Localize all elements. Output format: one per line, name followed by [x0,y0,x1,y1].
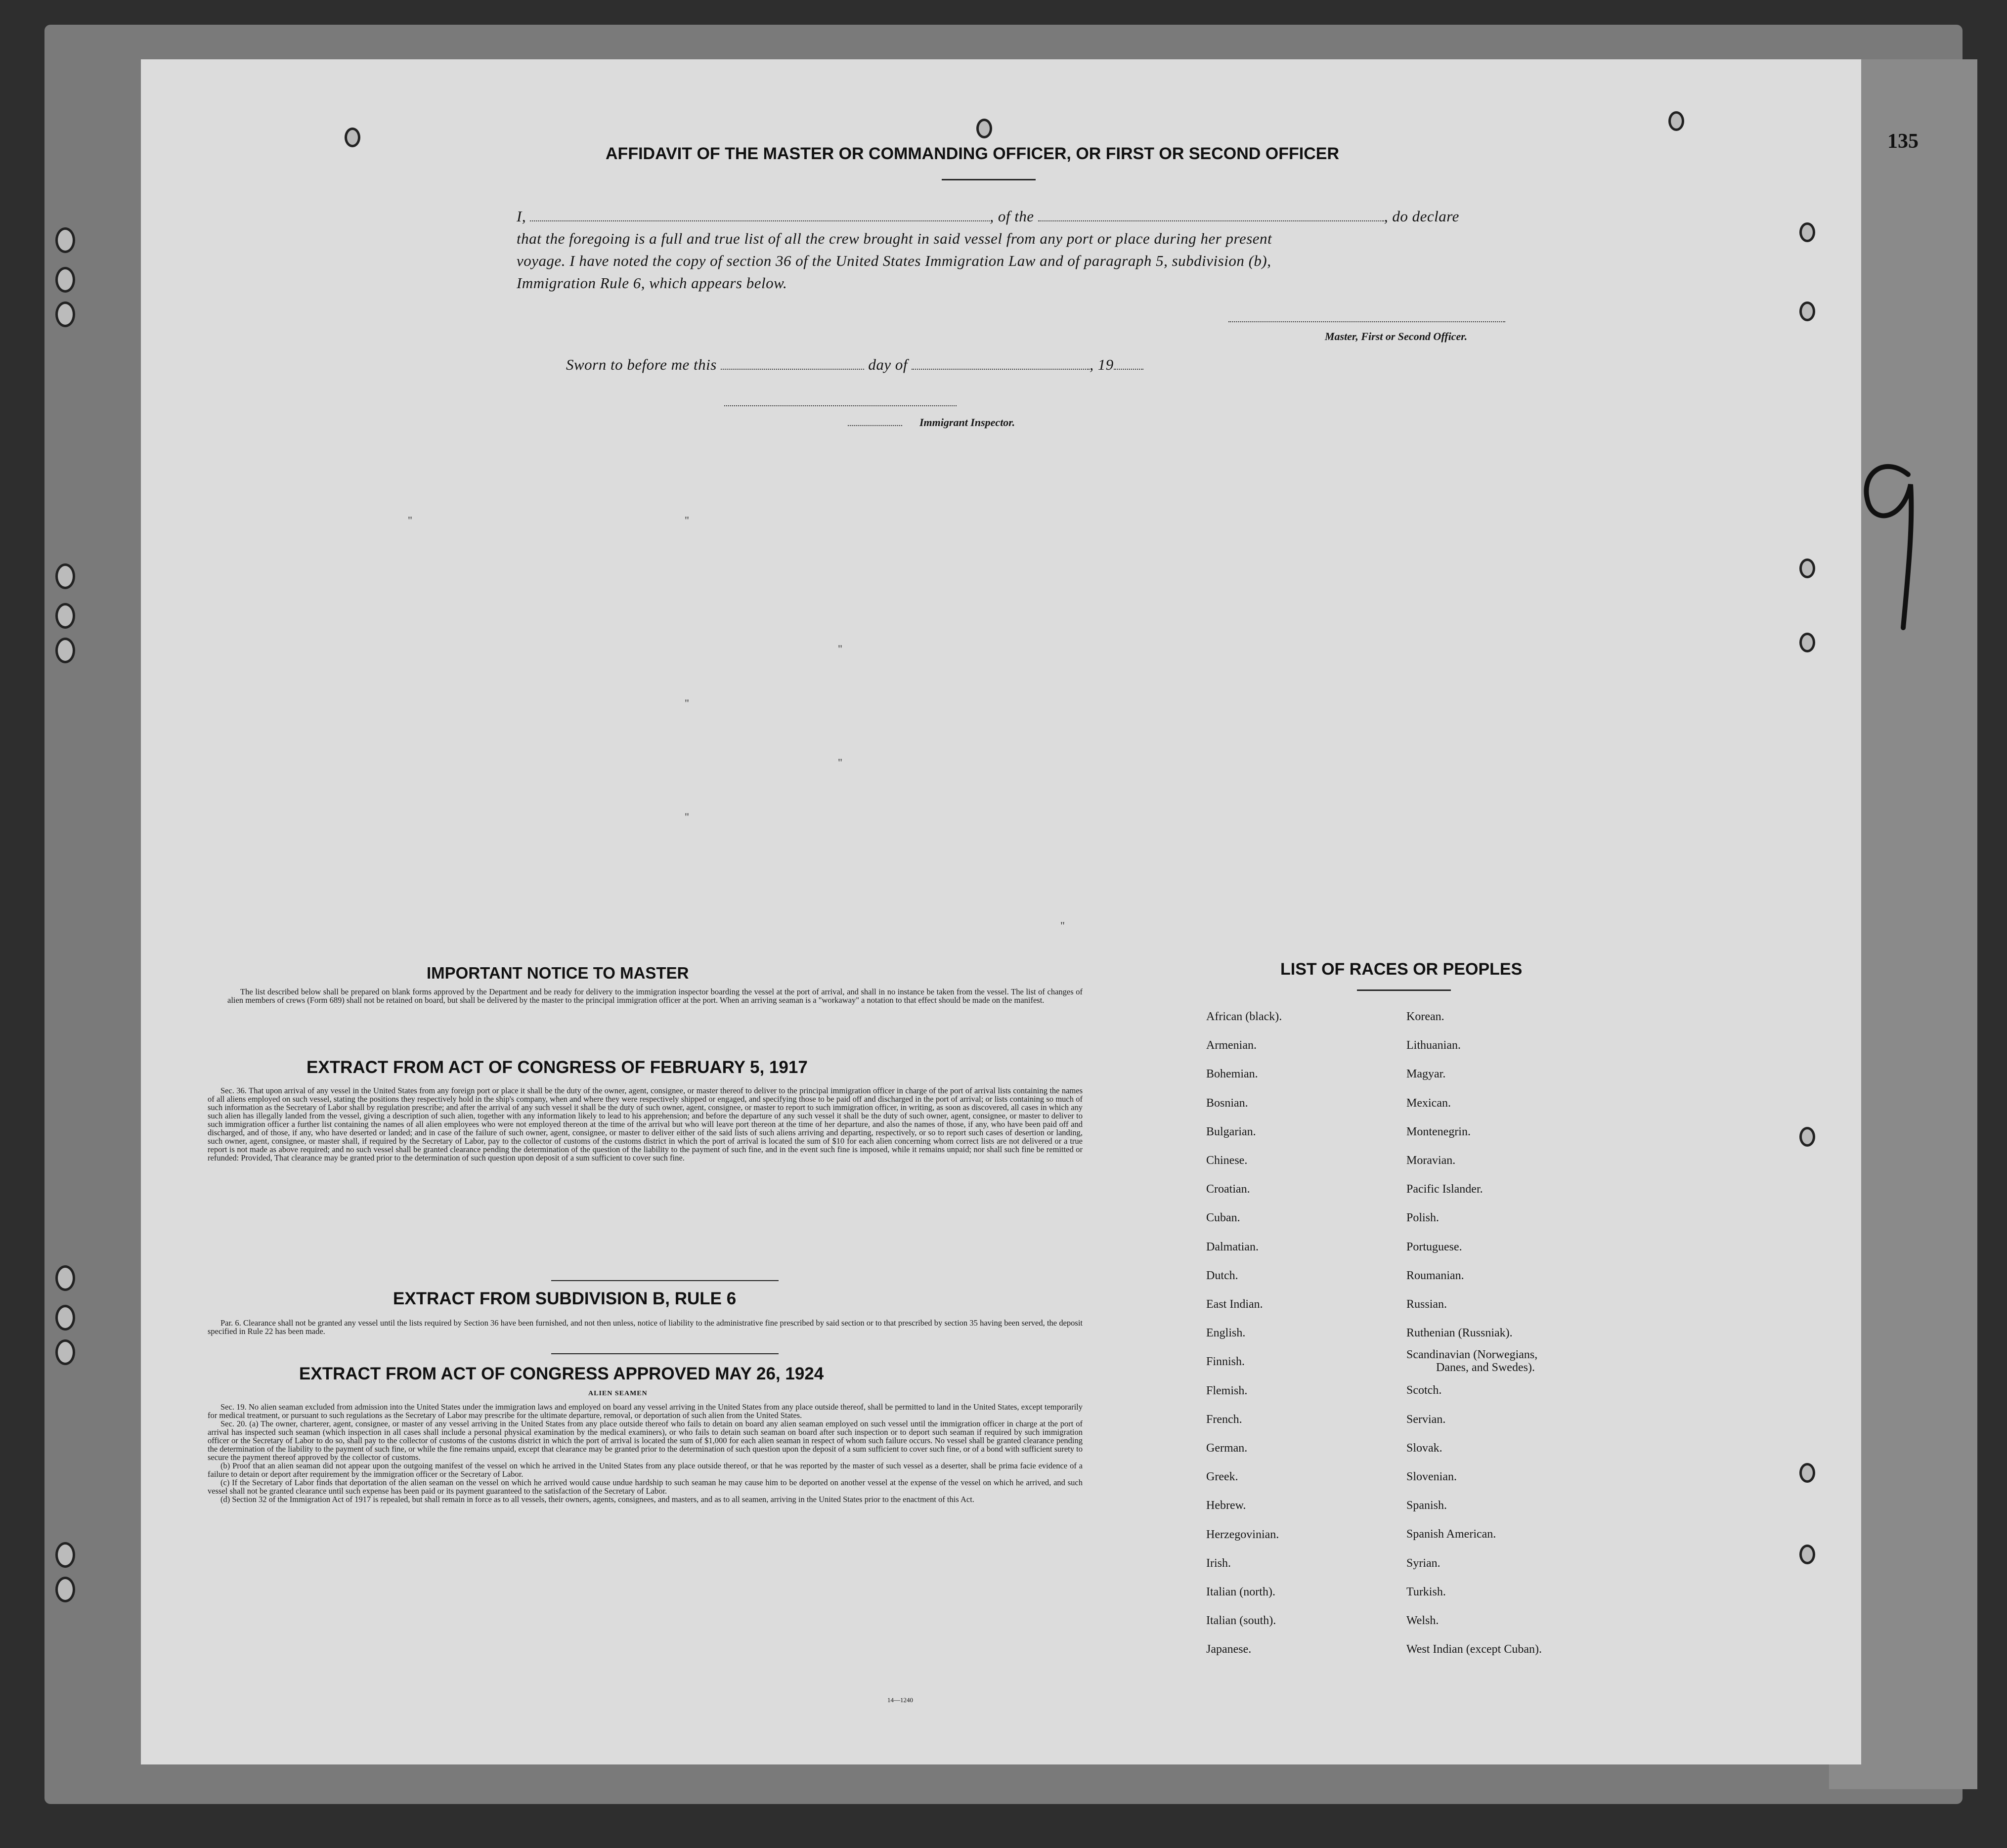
crew-manifest-page [141,59,1861,1764]
race-item-multiline [1406,1347,1542,1376]
title-rule [942,179,1036,180]
affidavit-line-3: voyage. I have noted the copy of section 36 of the United States Immigration Law and of paragraph 5, subdivision (b), [517,252,1271,269]
alien-seamen-subtitle: ALIEN SEAMEN [588,1390,648,1397]
section-rule [551,1353,779,1354]
race-item: West Indian (except Cuban). [1406,1643,1542,1656]
vessel-name-field[interactable] [1038,212,1384,221]
race-item: Ruthenian (Russniak). [1406,1327,1513,1340]
race-item: Moravian. [1406,1154,1456,1167]
race-item: Scotch. [1406,1384,1442,1397]
race-item: Cuban. [1206,1211,1240,1225]
form-code: 14—1240 [887,1696,913,1704]
sec-20a-paragraph: Sec. 20. (a) The owner, charterer, agent, consignee, or master of any vessel arriving in the United States from any place outside thereof who fails to detain on board any alien seaman employed on such vessel until the immigration officer in charge at the port of arrival has inspected such seaman (which inspection in all cases shall include a personal physical examination by the medical examiners), or who fails to detain such seaman on board after such inspection or to deport such seaman if required by such immigration officer or the Secretary of Labor to do so, shall pay to the collector of customs of the customs district in which the port of arrival is located the sum of $1,000 for each alien seaman in respect of whom such failure occurs. No vessel shall be granted clearance pending the determination of the liability to the payment of such fine, or while the fine remains unpaid, except that clearance may be granted prior to the determination of such question upon the deposit of a sum sufficient to cover such fine, or of a bond with sufficient surety to secure the payment thereof approved by the collector of customs. [208,1419,1083,1462]
sworn-date-field[interactable] [721,360,864,370]
race-item: Lithuanian. [1406,1039,1461,1052]
race-item: Herzegovinian. [1206,1528,1279,1541]
race-item: Finnish. [1206,1355,1245,1369]
race-item-continuation: Danes, and Swedes). [1436,1361,1535,1375]
race-item: Japanese. [1206,1643,1252,1656]
do-declare-text: , do declare [1384,208,1459,225]
punch-hole [976,119,992,138]
punch-hole [1799,1463,1815,1483]
race-item: Spanish American. [1406,1528,1496,1541]
ditto-mark: " [1060,919,1065,932]
race-item: Armenian. [1206,1039,1257,1052]
declarant-prefix: I, [517,208,526,225]
handwritten-nine-mark [1854,445,1933,633]
race-item: Spanish. [1406,1499,1447,1512]
section-rule [551,1280,779,1281]
race-item: Scandinavian (Norwegians, [1406,1348,1538,1362]
race-item: Hebrew. [1206,1499,1246,1512]
binder-hole [55,563,75,589]
sworn-line [566,356,1143,374]
affidavit-line-1 [517,208,1459,225]
races-left-column [1206,1002,1282,1664]
race-item: Russian. [1406,1298,1447,1311]
binder-hole [55,1339,75,1365]
extract-1924-title: EXTRACT FROM ACT OF CONGRESS APPROVED MAY 26, 1924 [299,1364,824,1383]
race-item: Turkish. [1406,1585,1446,1598]
race-item: Greek. [1206,1470,1238,1484]
punch-hole [1799,559,1815,578]
affidavit-line-2: that the foregoing is a full and true list of all the crew brought in said vessel from any port or place during her present [517,230,1272,247]
binder-hole [55,301,75,327]
master-signature-caption: Master, First or Second Officer. [1325,330,1468,343]
extract-1917-text [208,1086,1083,1162]
punch-hole [1799,1127,1815,1147]
race-item: Bohemian. [1206,1068,1258,1081]
race-item: Mexican. [1406,1096,1451,1110]
punch-hole [1799,1545,1815,1564]
punch-hole [1799,222,1815,242]
race-item: Korean. [1406,1010,1444,1023]
sec-20b-paragraph: (b) Proof that an alien seaman did not appear upon the outgoing manifest of the vessel on which he arrived in the United States from any place outside thereof, or that he was reported by the master of such vessel as a deserter, shall be prima facie evidence of a failure to detain or deport after requirement by the immigration officer or the Secretary of Labor. [208,1461,1083,1479]
extract-1924-text [208,1403,1083,1504]
race-item: Welsh. [1406,1614,1439,1628]
punch-hole [345,128,360,147]
subdivision-b-text [208,1319,1083,1335]
sworn-prefix: Sworn to before me this [566,356,717,373]
sec-20c-paragraph: (c) If the Secretary of Labor finds that deportation of the alien seaman on the vessel on which he arrived would cause undue hardship to such seaman he may cause him to be deported on another vessel at the expense of the vessel on which he arrived, and such vessel shall not be granted clearance until such expense has been paid or its payment guaranteed to the satisfaction of the Secretary of Labor. [208,1478,1083,1496]
races-title: LIST OF RACES OR PEOPLES [1280,960,1523,979]
master-signature-line[interactable] [1228,321,1505,322]
sec-20d-paragraph: (d) Section 32 of the Immigration Act of 1917 is repealed, but shall remain in force as to all vessels, their owners, agents, consignees, and masters, and as to all seamen, arriving in the United States prior to the enactment of this Act. [220,1495,974,1504]
binder-hole [55,1265,75,1291]
sworn-month-field[interactable] [912,360,1090,370]
punch-hole [1799,633,1815,652]
binder-hole [55,603,75,629]
punch-hole [1668,111,1684,131]
extract-1917-title: EXTRACT FROM ACT OF CONGRESS OF FEBRUARY 5, 1917 [306,1058,808,1077]
ditto-mark: " [408,514,412,526]
binder-hole [55,1542,75,1568]
race-item: Montenegrin. [1406,1125,1471,1138]
sworn-year-field[interactable] [1114,360,1143,370]
race-item: African (black). [1206,1010,1282,1023]
ditto-mark: " [838,643,842,655]
ditto-mark: " [685,514,689,526]
race-item: French. [1206,1413,1242,1426]
races-title-rule [1357,989,1451,991]
race-item: Chinese. [1206,1154,1248,1167]
race-item: Irish. [1206,1556,1231,1570]
race-item: English. [1206,1327,1246,1340]
binder-hole [55,267,75,293]
race-item: Italian (north). [1206,1586,1275,1599]
notice-text [227,988,1083,1004]
sec-19-paragraph: Sec. 19. No alien seaman excluded from admission into the United States under the immigration laws and employed on board any vessel arriving in the United States from any place outside thereof, shall be permitted to land in the United States, except temporarily for medical treatment, or pursuant to such regulations as the Secretary of Labor may prescribe for the ultimate departure, removal, or deportation of such alien from the United States. [208,1402,1083,1420]
inspector-dots [848,425,902,426]
race-item: Flemish. [1206,1384,1248,1397]
race-item: Dalmatian. [1206,1240,1259,1253]
sec-36-paragraph: Sec. 36. That upon arrival of any vessel in the United States from any foreign port or place it shall be the duty of the owner, agent, consignee, or master thereof to deliver to the principal immigration officer in charge of the port of arrival lists containing the names of all aliens employed on such vessel, stating the positions they respectively hold in the ship's company, when and where they were respectively shipped or engaged, and specifying those to be paid off and discharged in the port of arrival; or lists containing so much of such information as the Secretary of Labor shall by regulation prescribe; and after the arrival of any such vessel it shall be the duty of such owner, agent, consignee, or master to report to such immigration officer, in writing, as soon as discovered, all cases in which any such alien has illegally landed from the vessel, giving a description of such alien, together with any information likely to lead to his apprehension; and before the departure of any such vessel it shall be the duty of such owner, agent, consignee, or master to deliver to such immigration officer a further list containing the names of all alien employees who were not employed thereon at the time of the arrival but who will leave port thereon at the time of her departure, and also the names of those, if any, who have been paid off and discharged, and of those, if any, who have deserted or landed; and in case of the failure of such owner, agent, consignee, or master to deliver either of the said lists of such aliens arriving and departing, respectively, or so to report such cases of desertion or landing, such owner, agent, consignee, or master shall, if required by the Secretary of Labor, pay to the collector of customs of the customs district in which the port of arrival is located the sum of $10 for each alien concerning whom correct lists are not delivered or a true report is not made as above required; and no such vessel shall be granted clearance pending the determination of the question of the liability to the payment of such fine, and in the event such fine is imposed, while it remains unpaid; nor shall such fine be remitted or refunded: Provided, That clearance may be granted prior to the determination of such question upon deposit of a sum sufficient to cover such fine. [208,1086,1083,1162]
ditto-mark: " [685,811,689,823]
ditto-mark: " [838,756,842,769]
punch-hole [1799,301,1815,321]
race-item: Slovak. [1406,1441,1442,1455]
par-6-paragraph: Par. 6. Clearance shall not be granted any vessel until the lists required by Section 36 have been furnished, and not then unless, notice of liability to the administrative fine prescribed by said section or to that prescribed by section 35 having been served, the deposit specified in Rule 22 has been made. [208,1318,1083,1336]
race-item: Italian (south). [1206,1614,1276,1628]
binder-hole [55,1577,75,1602]
affidavit-line-4: Immigration Rule 6, which appears below. [517,274,787,292]
inspector-signature-line[interactable] [724,405,957,406]
race-item: Servian. [1406,1413,1446,1426]
race-item: Dutch. [1206,1269,1238,1282]
page-number: 135 [1887,130,1919,153]
subdivision-b-title: EXTRACT FROM SUBDIVISION B, RULE 6 [393,1289,737,1308]
race-item: Pacific Islander. [1406,1183,1483,1196]
race-item: German. [1206,1442,1248,1455]
of-the-text: , of the [990,208,1034,225]
day-of-text: day of [868,356,908,373]
race-item: Syrian. [1406,1556,1440,1570]
declarant-name-field[interactable] [530,212,990,221]
binder-hole [55,638,75,663]
race-item: Bosnian. [1206,1096,1248,1110]
affidavit-title: AFFIDAVIT OF THE MASTER OR COMMANDING OFFICER, OR FIRST OR SECOND OFFICER [606,144,1339,163]
race-item: East Indian. [1206,1298,1263,1311]
race-item: Roumanian. [1406,1269,1464,1282]
race-item: Slovenian. [1406,1470,1457,1484]
ditto-mark: " [685,697,689,709]
race-item: Croatian. [1206,1183,1250,1196]
notice-paragraph: The list described below shall be prepared on blank forms approved by the Department and be ready for delivery to the immigration inspector boarding the vessel at the port of arrival, and shall in no instance be taken from the vessel. The list of changes of alien members of crews (Form 689) shall not be retained on board, but shall be delivered by the master to the principal immigration officer at the port. When an arriving seaman is a "workaway" a notation to that effect should be made on the manifest. [227,987,1083,1005]
race-item: Magyar. [1406,1068,1446,1081]
inspector-caption: Immigrant Inspector. [919,416,1015,429]
races-right-column [1406,1002,1542,1664]
race-item: Portuguese. [1406,1240,1462,1253]
notice-title: IMPORTANT NOTICE TO MASTER [427,964,689,982]
binder-hole [55,227,75,253]
year-prefix-text: , 19 [1090,356,1114,373]
binder-hole [55,1305,75,1331]
race-item: Bulgarian. [1206,1125,1256,1138]
race-item: Polish. [1406,1211,1440,1225]
